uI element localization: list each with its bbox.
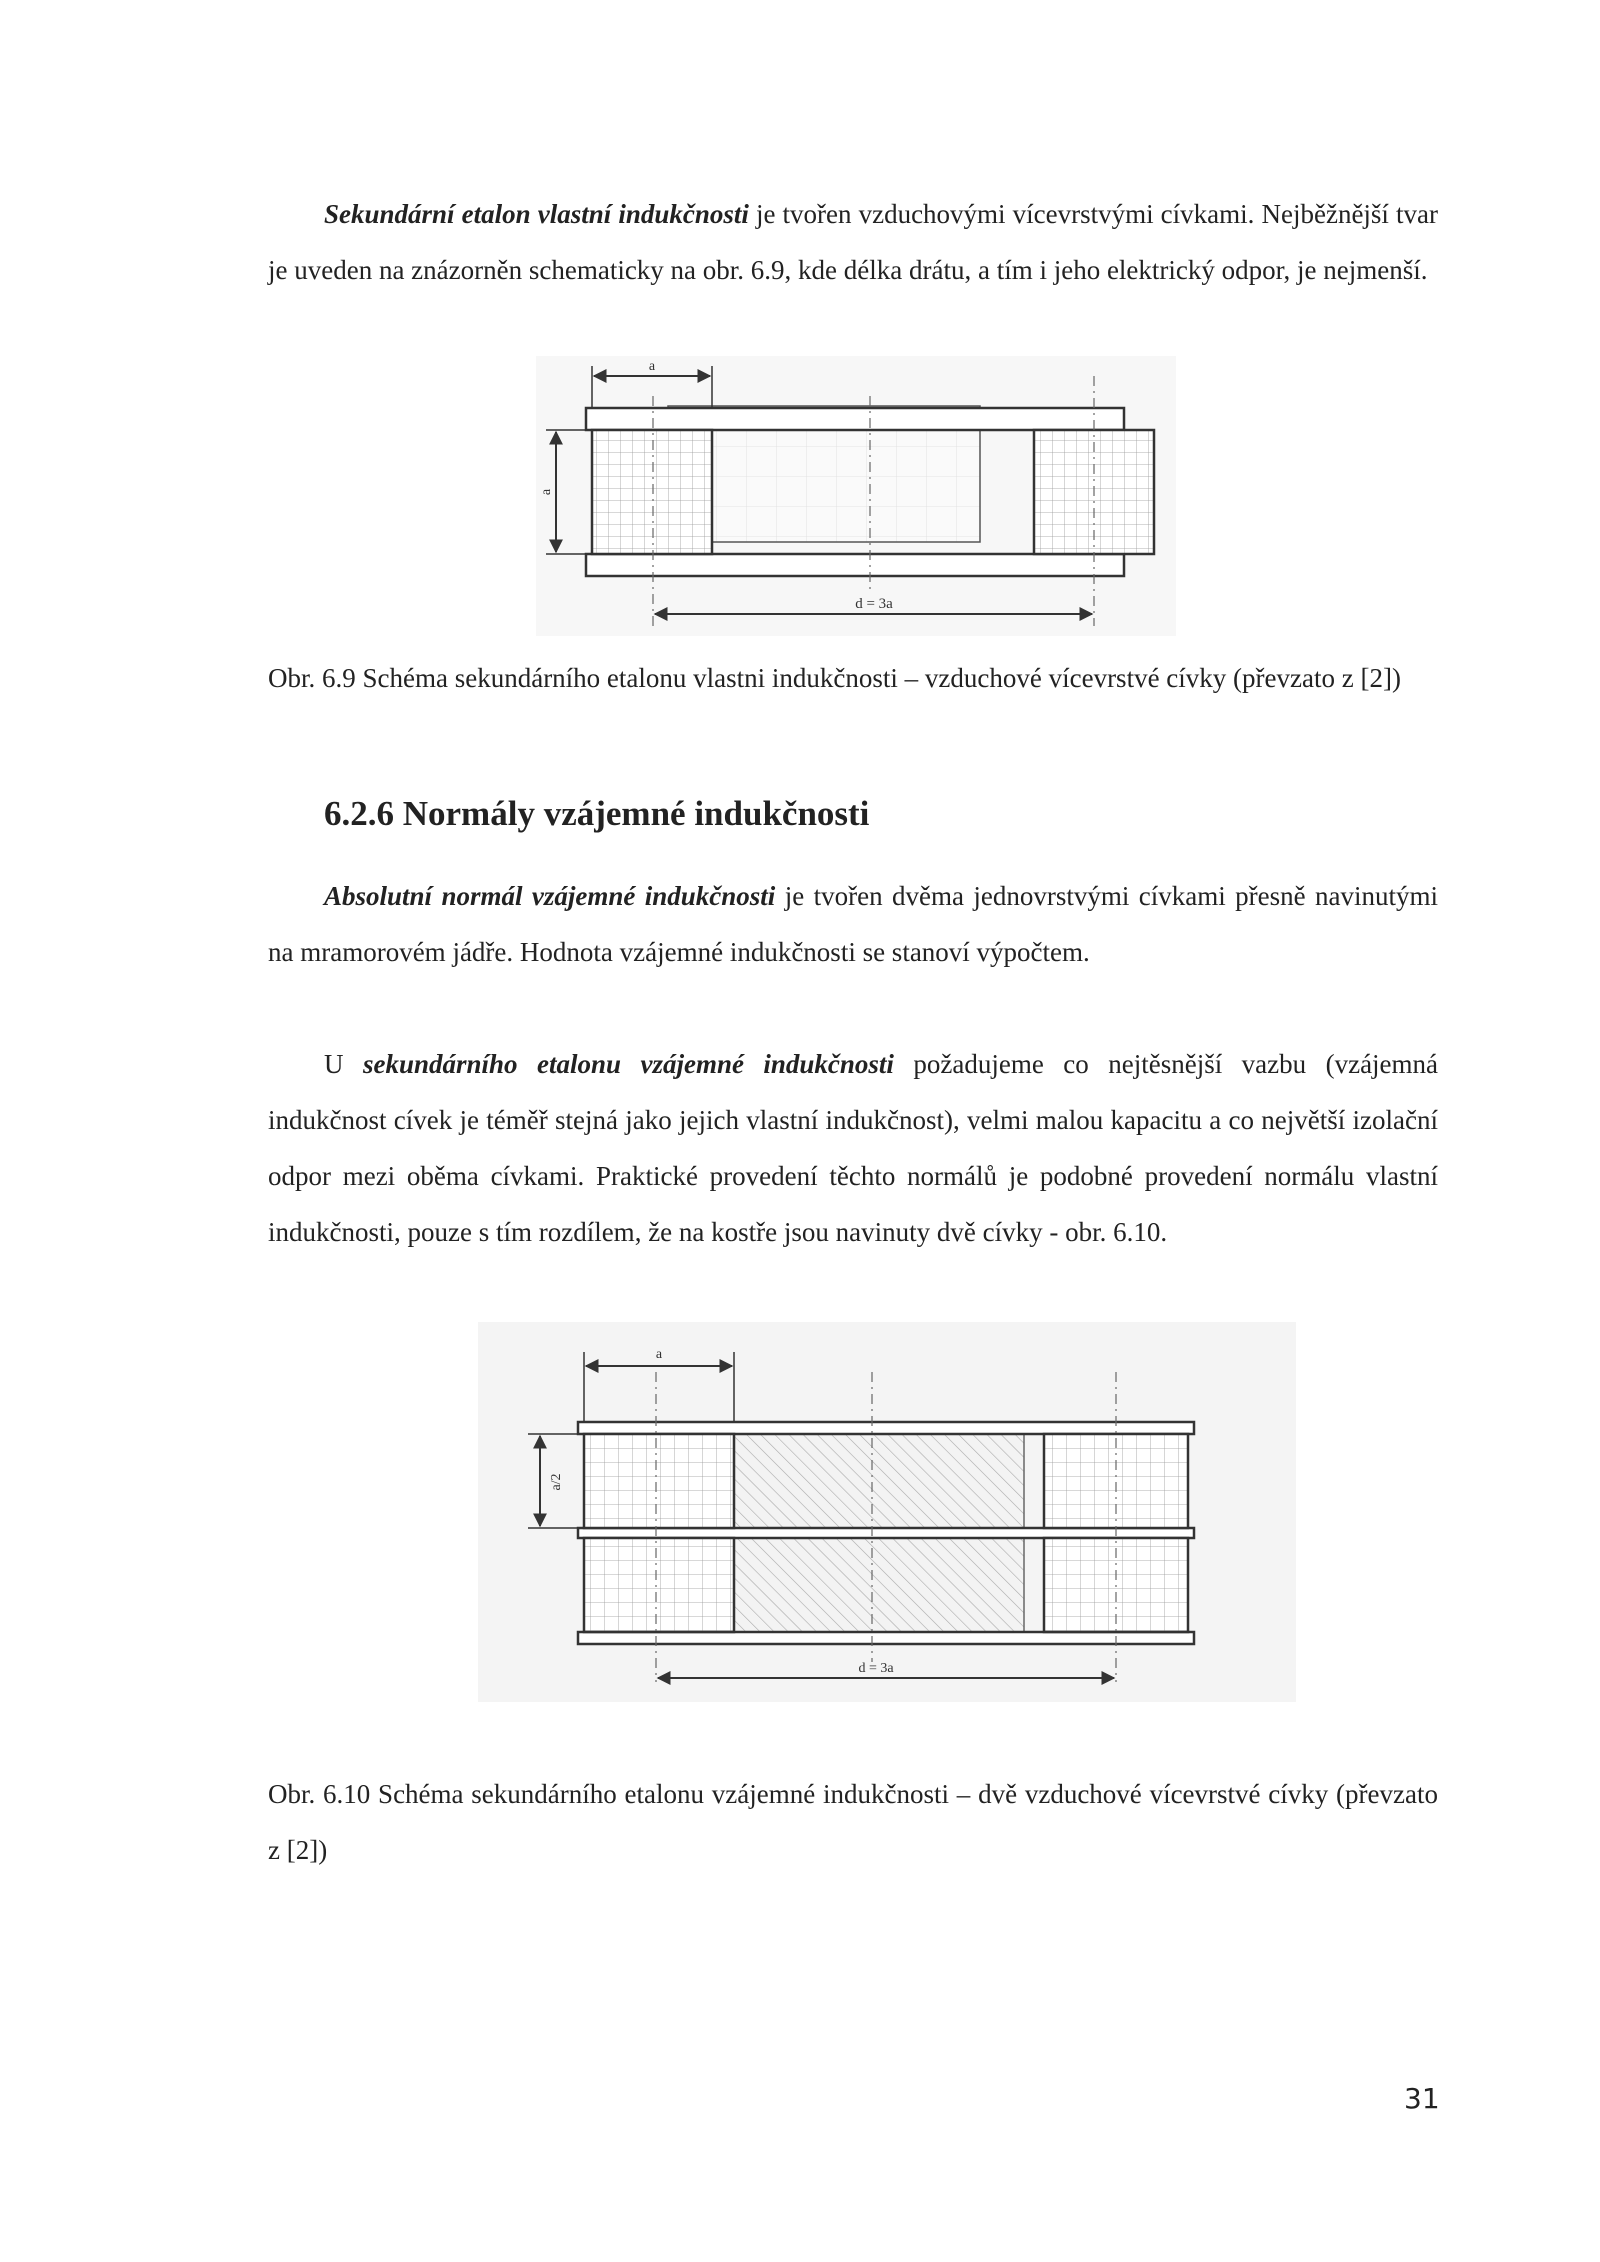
bottom-flange	[586, 554, 1124, 576]
paragraph-text: požadujeme co nejtěsnější vazbu (vzájemná indukčnost cívek je téměř stejná jako jejich vlastní indukčnost), velmi malou kapacitu a co největší izolační odpor mezi oběma cívkami. Praktické provedení těchto normálů je podobné provedení normálu vlastní indukčnosti, pouze s tím rozdílem, že na kostře jsou navinuty dvě cívky - obr. 6.10.	[268, 1049, 1439, 1247]
paragraph-absolute-mutual-inductance	[268, 868, 1438, 980]
paragraph-secondary-mutual-inductance	[268, 1036, 1438, 1260]
left-coil	[592, 430, 712, 554]
section-heading: 6.2.6 Normály vzájemné indukčnosti	[324, 794, 870, 833]
paragraph-secondary-self-inductance	[268, 186, 1438, 298]
paragraph-text: je tvořen dvěma jednovrstvými cívkami přesně navinutými na mramorovém jádře. Hodnota vzájemné indukčnosti se stanoví výpočtem.	[268, 881, 1438, 967]
label-a-side: a	[539, 488, 554, 496]
page-number: 31	[1404, 2082, 1440, 2115]
paragraph-text: je tvořen vzduchovými vícevrstvými cívkami. Nejběžnější tvar je uveden na znázorněn schematicky na obr. 6.9, kde délka drátu, a tím i jeho elektrický odpor, je nejmenší.	[268, 199, 1438, 285]
left-lower-coil	[584, 1538, 734, 1632]
term-secondary-mutual-inductance: sekundárního etalonu vzájemné indukčnosti	[362, 1049, 894, 1079]
paragraph-prefix: U	[324, 1049, 363, 1079]
top-flange	[586, 408, 1124, 430]
label-d: d = 3a	[855, 596, 893, 612]
label-a-top: a	[655, 1347, 663, 1362]
label-a-half-side: a/2	[549, 1473, 564, 1491]
caption-figure-6-9: Obr. 6.9 Schéma sekundárního etalonu vlastni indukčnosti – vzduchové vícevrstvé cívky (převzato z [2])	[268, 663, 1401, 693]
figure-6-9-coil-diagram	[536, 356, 1176, 636]
figure-6-10-coil-diagram	[478, 1322, 1296, 1702]
left-upper-coil	[584, 1434, 734, 1528]
middle-flange	[578, 1528, 1194, 1538]
top-flange	[578, 1422, 1194, 1434]
bottom-flange	[578, 1632, 1194, 1644]
label-a-top: a	[648, 359, 656, 374]
caption-figure-6-10: Obr. 6.10 Schéma sekundárního etalonu vzájemné indukčnosti – dvě vzduchové vícevrstvé cívky (převzato z [2])	[268, 1779, 1438, 1865]
term-secondary-self-inductance: Sekundární etalon vlastní indukčnosti	[324, 199, 749, 229]
label-d: d = 3a	[858, 1661, 894, 1676]
term-absolute-mutual-inductance: Absolutní normál vzájemné indukčnosti	[324, 881, 776, 911]
